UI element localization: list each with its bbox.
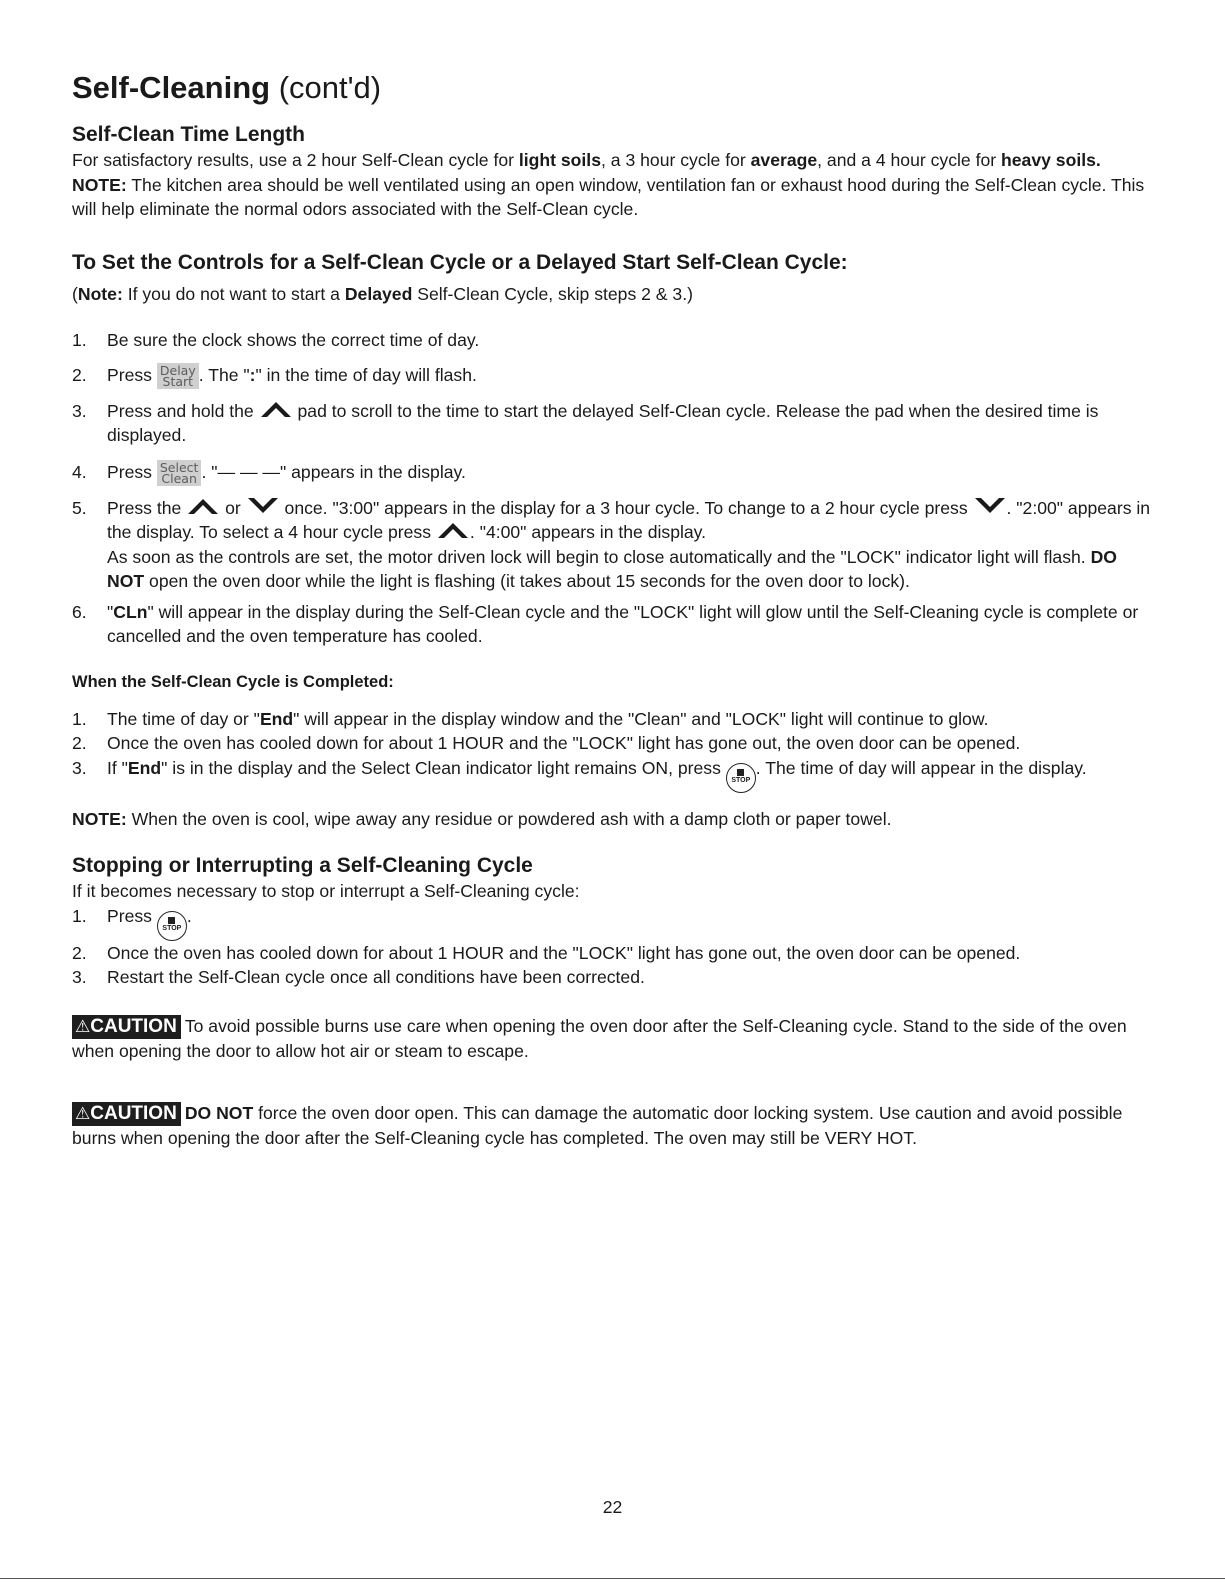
- step-number: 5.: [72, 497, 87, 518]
- text: For satisfactory results, use a 2 hour Self-Clean cycle for: [72, 150, 519, 170]
- step-number: 3.: [72, 967, 87, 987]
- list-item: [72, 965, 1152, 990]
- list-item: [72, 941, 1152, 966]
- list-item: [72, 496, 1152, 594]
- completed-steps: [72, 707, 1152, 793]
- step-text: Restart the Self-Clean cycle once all conditions have been corrected.: [107, 967, 645, 987]
- time-length-paragraph: [72, 148, 1152, 222]
- step-text: . "4:00" appears in the display.: [469, 522, 707, 542]
- text: (: [72, 283, 78, 304]
- down-arrow-icon: [973, 496, 1007, 516]
- step-number: 6.: [72, 601, 87, 622]
- key-label: Clean: [161, 470, 197, 486]
- warning-triangle-icon: ⚠: [75, 1104, 91, 1123]
- step-text: " is in the display and the Select Clean indicator light remains ON, press: [161, 757, 726, 778]
- text: Self-Clean Cycle, skip steps 2 & 3.): [412, 283, 693, 304]
- bold-text: End: [259, 708, 294, 729]
- list-item: [72, 399, 1152, 448]
- bold-text: DO NOT: [184, 1103, 254, 1123]
- time-length-heading: Self-Clean Time Length: [72, 123, 305, 146]
- step-text: Once the oven has cooled down for about 1 HOUR and the "LOCK" light has gone out, the oven door can be opened.: [107, 733, 1021, 753]
- step-number: 2.: [72, 364, 87, 385]
- up-arrow-icon: [436, 520, 470, 540]
- step-text: Press: [107, 364, 157, 385]
- note-label: Note:: [77, 283, 123, 304]
- key-label: Delay: [159, 362, 196, 378]
- page-edge-divider: [0, 1578, 1225, 1579]
- step-number: 1.: [72, 330, 87, 350]
- bold-text: CLn: [113, 601, 148, 622]
- warning-triangle-icon: ⚠: [75, 1016, 91, 1036]
- list-item: [72, 904, 1152, 941]
- step-text: ": [107, 601, 114, 622]
- page-content: [72, 68, 1152, 1151]
- up-arrow-icon: [259, 399, 293, 419]
- list-item: [72, 454, 1152, 486]
- step-text: As soon as the controls are set, the motor driven lock will begin to close automatically and the "LOCK" indicator light will flash.: [107, 546, 1091, 567]
- controls-steps: [72, 328, 1152, 649]
- step-number: 2.: [72, 733, 87, 753]
- list-item: [72, 756, 1152, 793]
- up-arrow-icon: [186, 496, 220, 516]
- note-label: NOTE:: [72, 808, 127, 829]
- page-title: [72, 68, 1152, 108]
- completed-note: [72, 807, 1152, 832]
- step-text: . "2:00" appears in the display. To select a 4 hour cycle press: [107, 497, 1151, 542]
- caution-label: CAUTION: [90, 1103, 177, 1124]
- bold-text: End: [127, 757, 162, 778]
- caution-badge: [72, 1015, 181, 1039]
- step-text: pad to scroll to the time to start the delayed Self-Clean cycle. Release the pad when the desired time is displayed.: [107, 400, 1099, 445]
- stopping-heading: Stopping or Interrupting a Self-Cleaning Cycle: [72, 854, 533, 877]
- step-text: Press: [107, 905, 157, 926]
- step-number: 1.: [72, 708, 87, 729]
- stop-key-label: STOP: [162, 924, 182, 932]
- bold-text: light soils: [518, 150, 601, 170]
- step-text: open the oven door while the light is flashing (it takes about 15 seconds for the oven door to lock).: [144, 571, 910, 591]
- step-number: 1.: [72, 905, 87, 926]
- completed-heading: When the Self-Clean Cycle is Completed:: [72, 672, 394, 691]
- list-item: [72, 731, 1152, 756]
- caution-badge: [72, 1102, 181, 1126]
- step-text: . The ": [198, 364, 250, 385]
- stopping-intro: If it becomes necessary to stop or interrupt a Self-Cleaning cycle:: [72, 881, 580, 901]
- delay-start-key-icon: [157, 363, 199, 389]
- step-text: or: [220, 497, 246, 518]
- caution-paragraph-1: [72, 1014, 1152, 1064]
- step-text: The time of day or ": [107, 708, 260, 729]
- down-arrow-icon: [246, 496, 280, 516]
- caution-label: CAUTION: [90, 1015, 177, 1037]
- bold-text: DO NOT: [107, 546, 1117, 591]
- stopping-steps: [72, 904, 1152, 990]
- bold-text: Delayed: [344, 283, 413, 304]
- select-clean-key-icon: [157, 460, 202, 486]
- bold-text: average: [750, 150, 818, 170]
- page-title-suffix: (cont'd): [278, 70, 382, 105]
- step-number: 2.: [72, 942, 87, 963]
- step-text: Be sure the clock shows the correct time of day.: [107, 330, 480, 350]
- key-label: Select: [159, 459, 199, 475]
- stop-button-icon: [726, 763, 756, 793]
- step-text: " in the time of day will flash.: [255, 364, 477, 385]
- bold-text: :: [249, 364, 256, 385]
- step-text: . "— — —" appears in the display.: [201, 461, 466, 482]
- step-text: Once the oven has cooled down for about 1 HOUR and the "LOCK" light has gone out, the oven door can be opened.: [107, 942, 1021, 963]
- step-text: Press: [107, 461, 157, 482]
- step-text: .: [186, 905, 192, 926]
- step-text: once. "3:00" appears in the display for a 3 hour cycle. To change to a 2 hour cycle press: [279, 497, 973, 518]
- step-text: Press and hold the: [107, 400, 259, 421]
- list-item: [72, 363, 1152, 389]
- text: , and a 4 hour cycle for: [817, 150, 1002, 170]
- step-text: " will appear in the display during the Self-Clean cycle and the "LOCK" light will glow until the Self-Cleaning cycle is complete or cancelled and the oven temperature has cooled.: [107, 601, 1139, 646]
- stop-button-icon: [157, 911, 187, 941]
- step-text: " will appear in the display window and the "Clean" and "LOCK" light will continue to glow.: [293, 708, 989, 729]
- caution-text: To avoid possible burns use care when opening the oven door after the Self-Cleaning cycle. Stand to the side of the oven when opening the door to allow hot air or steam to escape.: [72, 1015, 1127, 1061]
- step-number: 4.: [72, 461, 87, 482]
- list-item: [72, 600, 1152, 649]
- list-item: [72, 328, 1152, 353]
- step-number: 3.: [72, 757, 87, 778]
- step-text: . The time of day will appear in the display.: [755, 757, 1087, 778]
- note-label: NOTE:: [72, 174, 127, 195]
- step-text: Press the: [107, 497, 187, 518]
- text: The kitchen area should be well ventilated using an open window, ventilation fan or exhaust hood during the Self-Clean cycle. This will help eliminate the normal odors associated with the Self-Clean cycle.: [72, 174, 1145, 219]
- stop-key-label: STOP: [731, 776, 751, 784]
- step-text: If ": [107, 757, 128, 778]
- page-title-main: Self-Cleaning: [72, 70, 271, 105]
- note-text: When the oven is cool, wipe away any residue or powdered ash with a damp cloth or paper towel.: [126, 808, 892, 829]
- caution-text: force the oven door open. This can damage the automatic door locking system. Use caution and avoid possible burns when opening the door after the Self-Cleaning cycle has completed. The oven may still be VERY HOT.: [72, 1103, 1123, 1148]
- bold-text: heavy soils.: [1001, 150, 1101, 170]
- controls-heading: To Set the Controls for a Self-Clean Cycle or a Delayed Start Self-Clean Cycle:: [72, 250, 848, 274]
- controls-note: [72, 282, 1152, 307]
- page-number: 22: [602, 1497, 623, 1517]
- text: , a 3 hour cycle for: [601, 150, 751, 170]
- caution-paragraph-2: [72, 1101, 1152, 1151]
- text: If you do not want to start a: [122, 283, 345, 304]
- key-label: Start: [162, 373, 194, 389]
- list-item: [72, 707, 1152, 732]
- step-number: 3.: [72, 400, 87, 421]
